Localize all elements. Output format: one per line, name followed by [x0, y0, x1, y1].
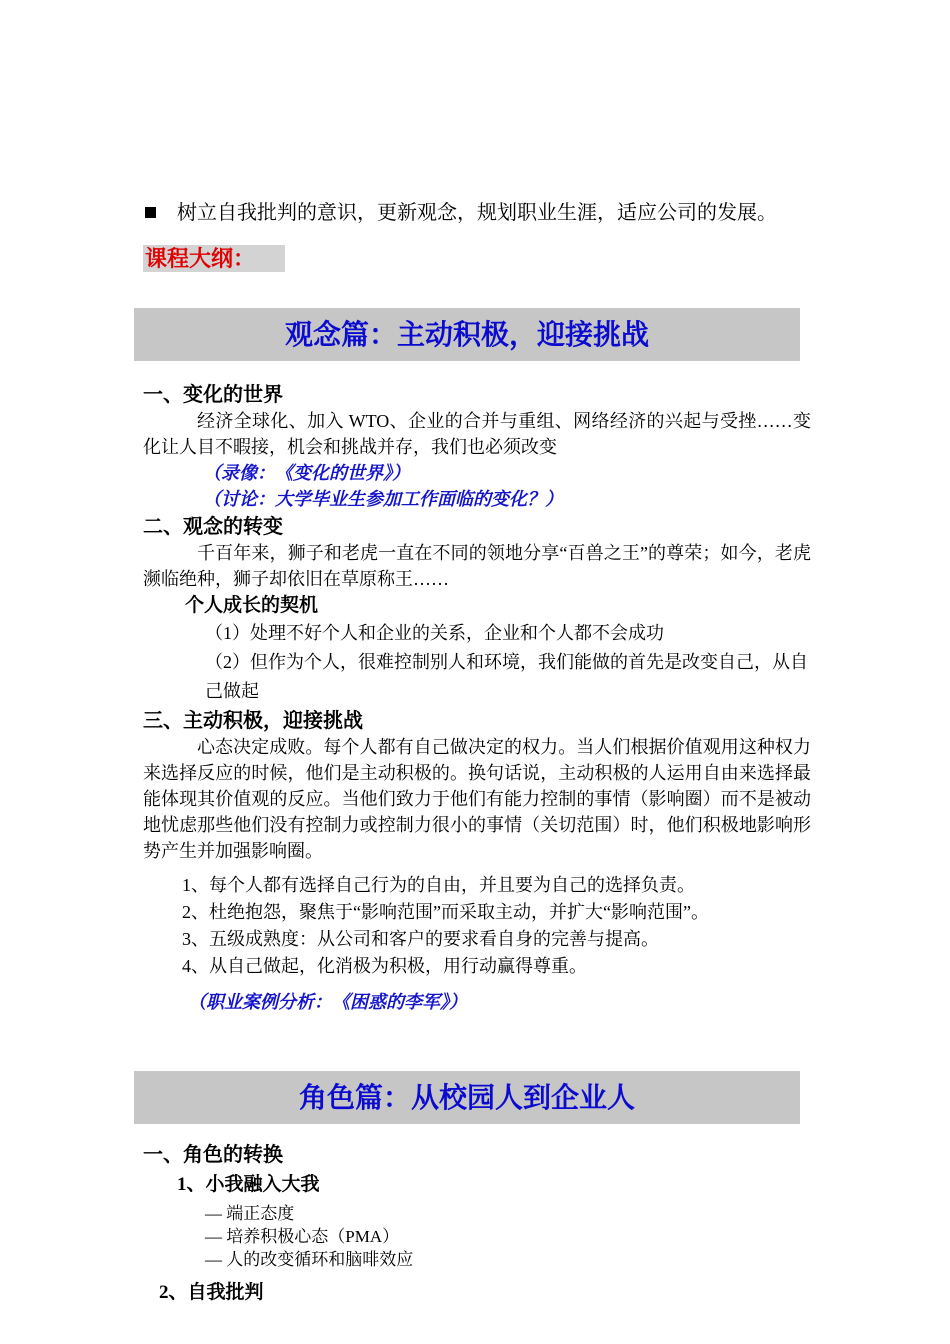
part1-section1-paragraph: 经济全球化、加入 WTO、企业的合并与重组、网络经济的兴起与受挫……变化让人目不暇接，机会和挑战并存，我们也必须改变 — [143, 411, 811, 457]
intro-bullet-line — [143, 201, 811, 225]
list-item: — 人的改变循环和脑啡效应 — [205, 1250, 414, 1269]
part1-section2-point-1: （1）处理不好个人和企业的关系，企业和个人都不会成功 — [205, 623, 664, 643]
part2-banner: 角色篇：从校园人到企业人 — [134, 1071, 800, 1124]
list-item: 2、杜绝抱怨，聚焦于“影响范围”而采取主动，并扩大“影响范围”。 — [182, 902, 709, 922]
part1-section2-subheading: 个人成长的契机 — [185, 595, 319, 616]
part1-section3-title: 三、主动积极，迎接挑战 — [143, 710, 363, 732]
part2-subsection2-title: 2、自我批判 — [159, 1282, 264, 1303]
part1-banner: 观念篇：主动积极，迎接挑战 — [134, 308, 800, 361]
list-item: 4、从自己做起，化消极为积极，用行动赢得尊重。 — [182, 956, 587, 976]
part1-section3-case-note: （职业案例分析：《困惑的李军》） — [188, 992, 467, 1012]
part1-section1-note-video: （录像：《变化的世界》） — [203, 463, 410, 483]
part1-section3-item-list — [143, 872, 811, 980]
outline-heading: 课程大纲： — [143, 245, 285, 272]
intro-bullet-text: 树立自我批判的意识，更新观念，规划职业生涯，适应公司的发展。 — [177, 202, 777, 224]
square-bullet-icon — [145, 207, 156, 218]
part2-subsection1-title: 1、小我融入大我 — [177, 1174, 320, 1195]
part1-section2-paragraph: 千百年来，狮子和老虎一直在不同的领地分享“百兽之王”的尊荣；如今，老虎濒临绝种，狮子却依旧在草原称王…… — [143, 543, 811, 589]
part1-section1-title: 一、变化的世界 — [143, 384, 283, 406]
part1-section1-note-discussion: （讨论：大学毕业生参加工作面临的变化？） — [203, 489, 563, 509]
part1-section2-title: 二、观念的转变 — [143, 516, 283, 538]
part1-section2-point-2: （2）但作为个人，很难控制别人和环境，我们能做的首先是改变自己，从自己做起 — [205, 652, 808, 701]
outline-heading-row — [143, 245, 811, 272]
part1-section3-paragraph: 心态决定成败。每个人都有自己做决定的权力。当人们根据价值观用这种权力来选择反应的时候，他们是主动积极的。换句话说，主动积极的人运用自由来选择最能体现其价值观的反应。当他们致力于他们有能力控制的事情（影响圈）而不是被动地忧虑那些他们没有控制力或控制力很小的事情（关切范围）时，他们积极地影响形势产生并加强影响圈。 — [143, 737, 811, 861]
list-item: — 培养积极心态（PMA） — [205, 1227, 400, 1246]
list-item: — 端正态度 — [205, 1204, 295, 1223]
list-item: 1、每个人都有选择自己行为的自由，并且要为自己的选择负责。 — [182, 875, 695, 895]
list-item: 3、五级成熟度：从公司和客户的要求看自身的完善与提高。 — [182, 929, 659, 949]
part2-section1-title: 一、角色的转换 — [143, 1144, 283, 1166]
